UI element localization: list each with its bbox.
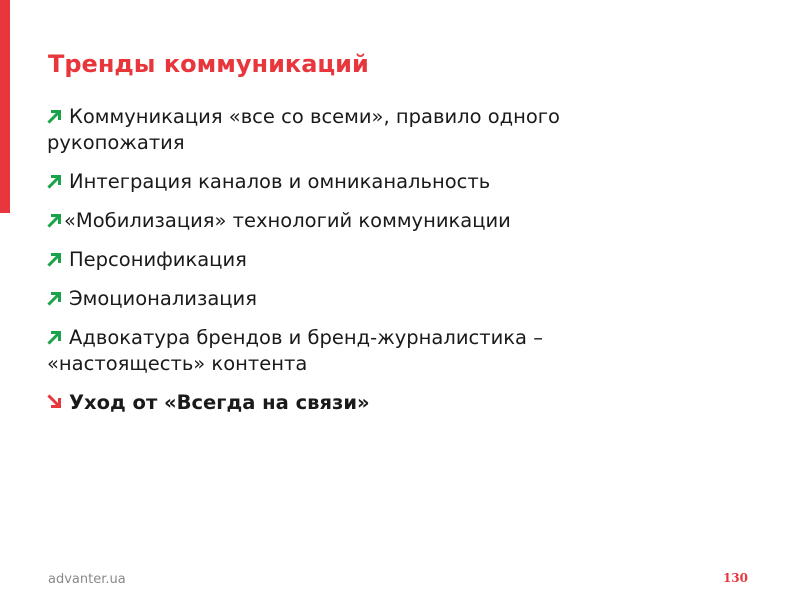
list-item <box>47 247 647 273</box>
slide-title: Тренды коммуникаций <box>48 50 369 78</box>
accent-bar <box>0 0 10 213</box>
arrow-up-right-icon <box>47 108 63 124</box>
arrow-up-right-icon <box>47 290 63 306</box>
bullet-list <box>47 104 647 429</box>
bullet-text: Персонификация <box>69 248 247 271</box>
list-item <box>47 169 647 195</box>
bullet-text: «Мобилизация» технологий коммуникации <box>64 209 511 232</box>
list-item <box>47 104 647 156</box>
list-item <box>47 325 647 377</box>
list-item <box>47 286 647 312</box>
list-item <box>47 390 647 416</box>
arrow-down-right-icon <box>47 394 63 410</box>
bullet-text: Уход от «Всегда на связи» <box>69 391 370 414</box>
arrow-up-right-icon <box>47 212 63 228</box>
bullet-text: Коммуникация «все со всеми», правило одного рукопожатия <box>47 105 560 154</box>
footer-site: advanter.ua <box>48 572 126 587</box>
bullet-text: Адвокатура брендов и бренд-журналистика – «настоящесть» контента <box>47 326 543 375</box>
arrow-up-right-icon <box>47 329 63 345</box>
arrow-up-right-icon <box>47 173 63 189</box>
bullet-text: Эмоционализация <box>69 287 257 310</box>
list-item <box>47 208 647 234</box>
page-number: 130 <box>722 571 748 585</box>
bullet-text: Интеграция каналов и омниканальность <box>69 170 491 193</box>
arrow-up-right-icon <box>47 251 63 267</box>
